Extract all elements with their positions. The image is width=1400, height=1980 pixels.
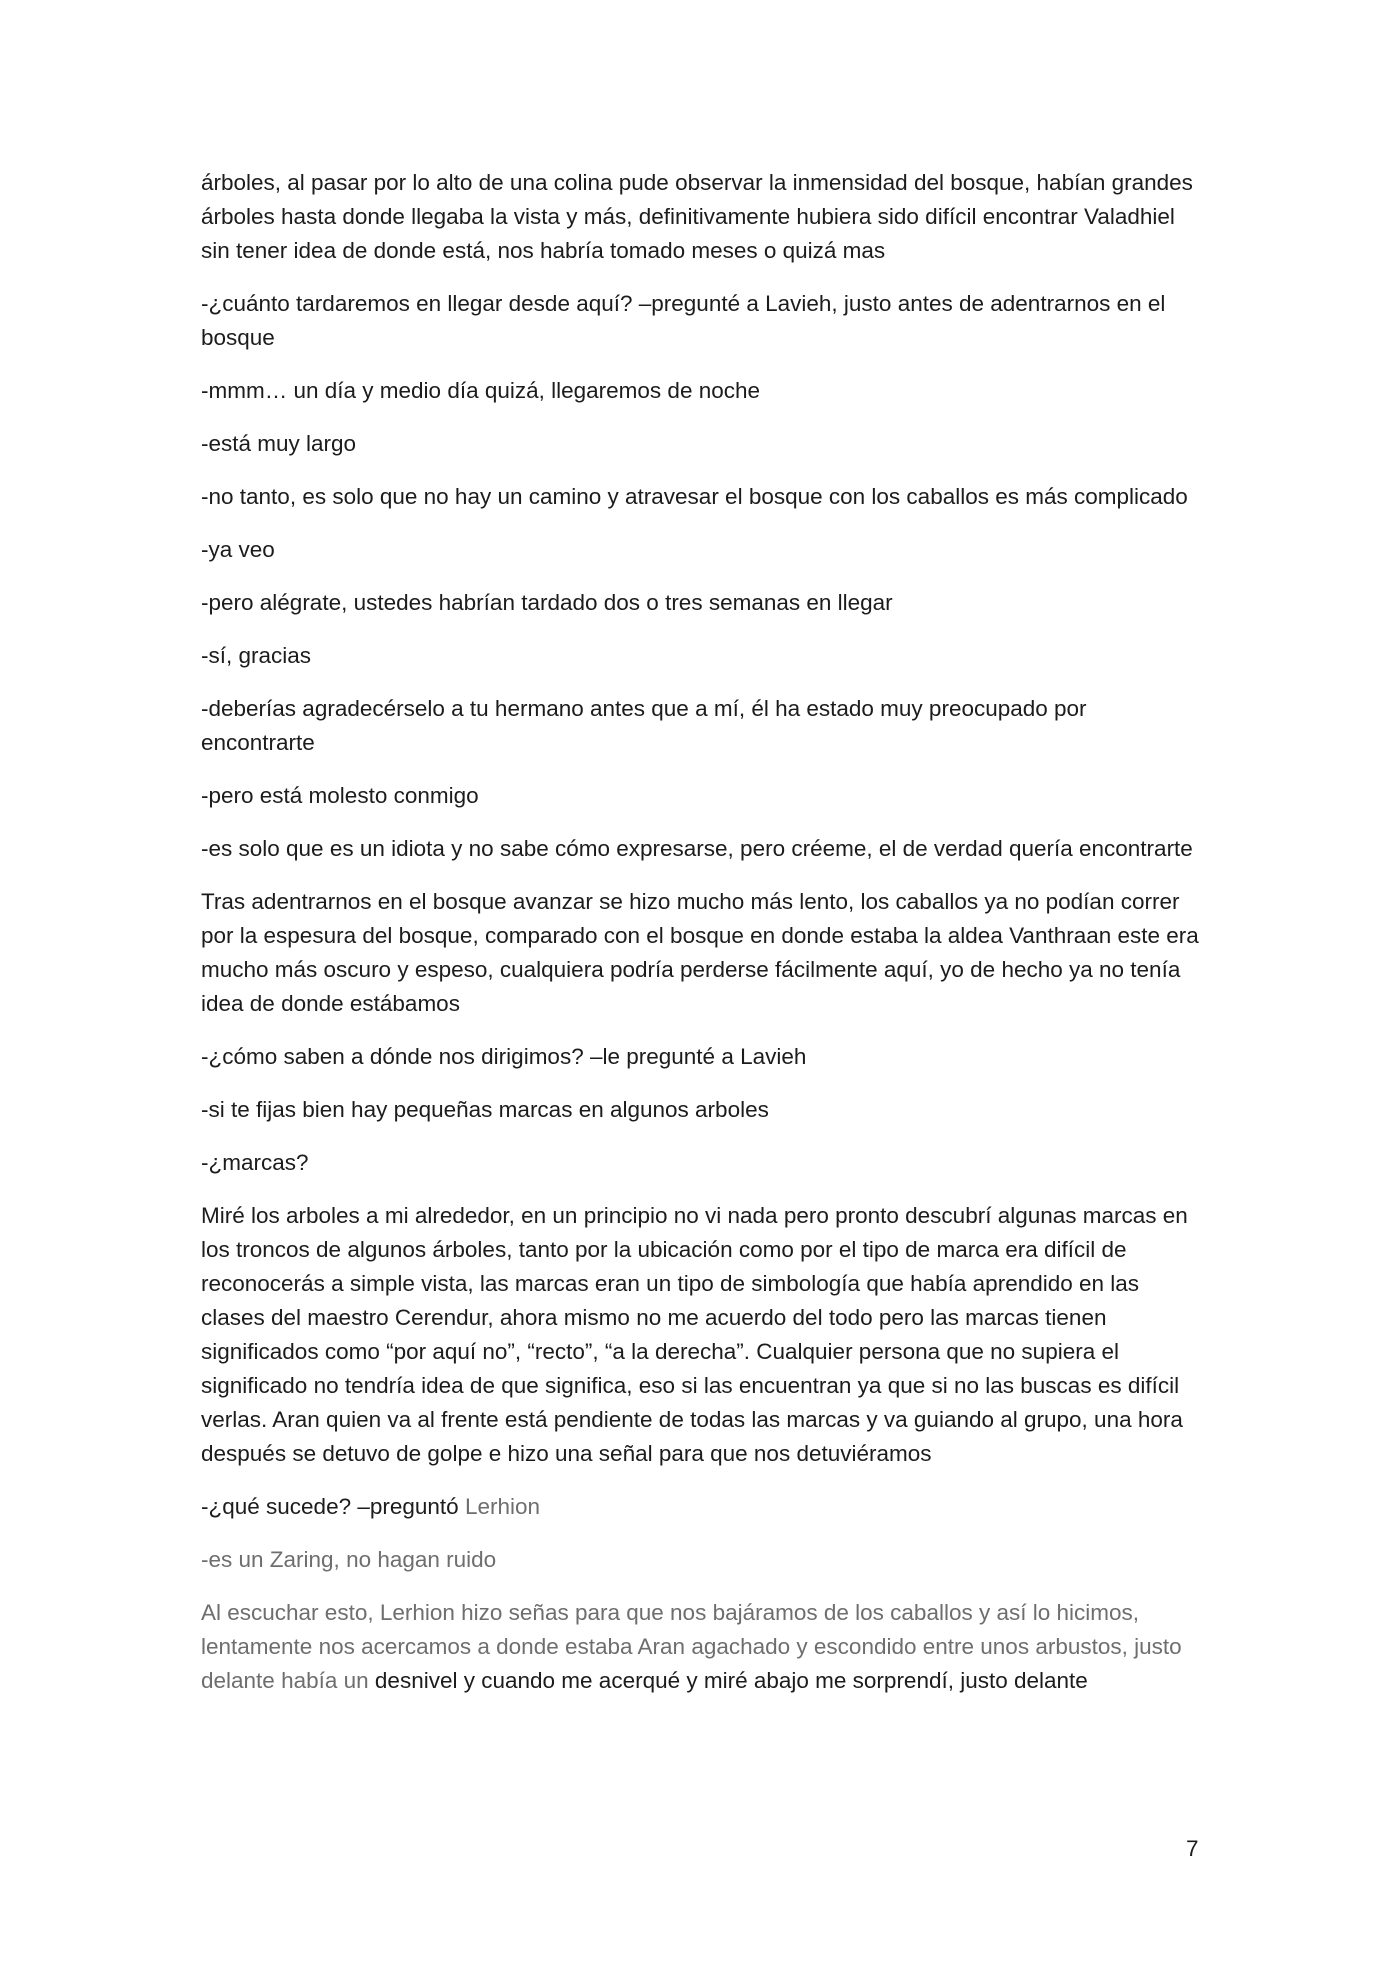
speaker-name: Lerhion <box>464 1494 541 1519</box>
dialogue-line <box>201 1490 1203 1524</box>
dialogue-line: -pero está molesto conmigo <box>201 783 479 808</box>
paragraph: Tras adentrarnos en el bosque avanzar se hizo mucho más lento, los caballos ya no podían correr por la espesura del bosque, comparado con el bosque en donde estaba la aldea Vanthraan este era mucho más oscuro y espeso, cualquiera podría perderse fácilmente aquí, yo de hecho ya no tenía idea de donde estábamos <box>201 889 1199 1016</box>
page-number: 7 <box>1186 1836 1199 1861</box>
dialogue-line: -mmm… un día y medio día quizá, llegaremos de noche <box>201 378 761 403</box>
dialogue-line: -no tanto, es solo que no hay un camino y atravesar el bosque con los caballos es más complicado <box>201 484 1188 509</box>
body-text <box>201 166 1203 1717</box>
paragraph-faded-text: Al escuchar esto, Lerhion hizo señas para que nos bajáramos de los caballos y así lo hicimos, lentamente nos acercamos a donde estaba Aran agachado y escondido entre unos arbustos, justo delante había un <box>201 1600 1182 1693</box>
dialogue-line: -¿cómo saben a dónde nos dirigimos? –le pregunté a Lavieh <box>201 1044 807 1069</box>
dialogue-text: -¿qué sucede? –preguntó <box>201 1494 459 1519</box>
dialogue-line: -ya veo <box>201 537 275 562</box>
dialogue-line: -¿cuánto tardaremos en llegar desde aquí? –pregunté a Lavieh, justo antes de adentrarnos en el bosque <box>201 291 1166 350</box>
paragraph <box>201 1596 1203 1698</box>
dialogue-line: -si te fijas bien hay pequeñas marcas en algunos arboles <box>201 1097 769 1122</box>
dialogue-line: -¿marcas? <box>201 1150 309 1175</box>
dialogue-line: -sí, gracias <box>201 643 312 668</box>
dialogue-line: -es un Zaring, no hagan ruido <box>201 1547 497 1572</box>
dialogue-line: -deberías agradecérselo a tu hermano antes que a mí, él ha estado muy preocupado por encontrarte <box>201 696 1087 755</box>
paragraph-text: desnivel y cuando me acerqué y miré abajo me sorprendí, justo delante <box>374 1668 1088 1693</box>
dialogue-line: -está muy largo <box>201 431 357 456</box>
dialogue-line: -es solo que es un idiota y no sabe cómo expresarse, pero créeme, el de verdad quería encontrarte <box>201 836 1193 861</box>
paragraph: Miré los arboles a mi alrededor, en un principio no vi nada pero pronto descubrí algunas marcas en los troncos de algunos árboles, tanto por la ubicación como por el tipo de marca era difícil de reconocerás a simple vista, las marcas eran un tipo de simbología que había aprendido en las clases del maestro Cerendur, ahora mismo no me acuerdo del todo pero las marcas tienen significados como “por aquí no”, “recto”, “a la derecha”. Cualquier persona que no supiera el significado no tendría idea de que significa, eso si las encuentran ya que si no las buscas es difícil verlas. Aran quien va al frente está pendiente de todas las marcas y va guiando al grupo, una hora después se detuvo de golpe e hizo una señal para que nos detuviéramos <box>201 1203 1188 1466</box>
paragraph: árboles, al pasar por lo alto de una colina pude observar la inmensidad del bosque, habían grandes árboles hasta donde llegaba la vista y más, definitivamente hubiera sido difícil encontrar Valadhiel sin tener idea de donde está, nos habría tomado meses o quizá mas <box>201 170 1193 263</box>
dialogue-line: -pero alégrate, ustedes habrían tardado dos o tres semanas en llegar <box>201 590 893 615</box>
